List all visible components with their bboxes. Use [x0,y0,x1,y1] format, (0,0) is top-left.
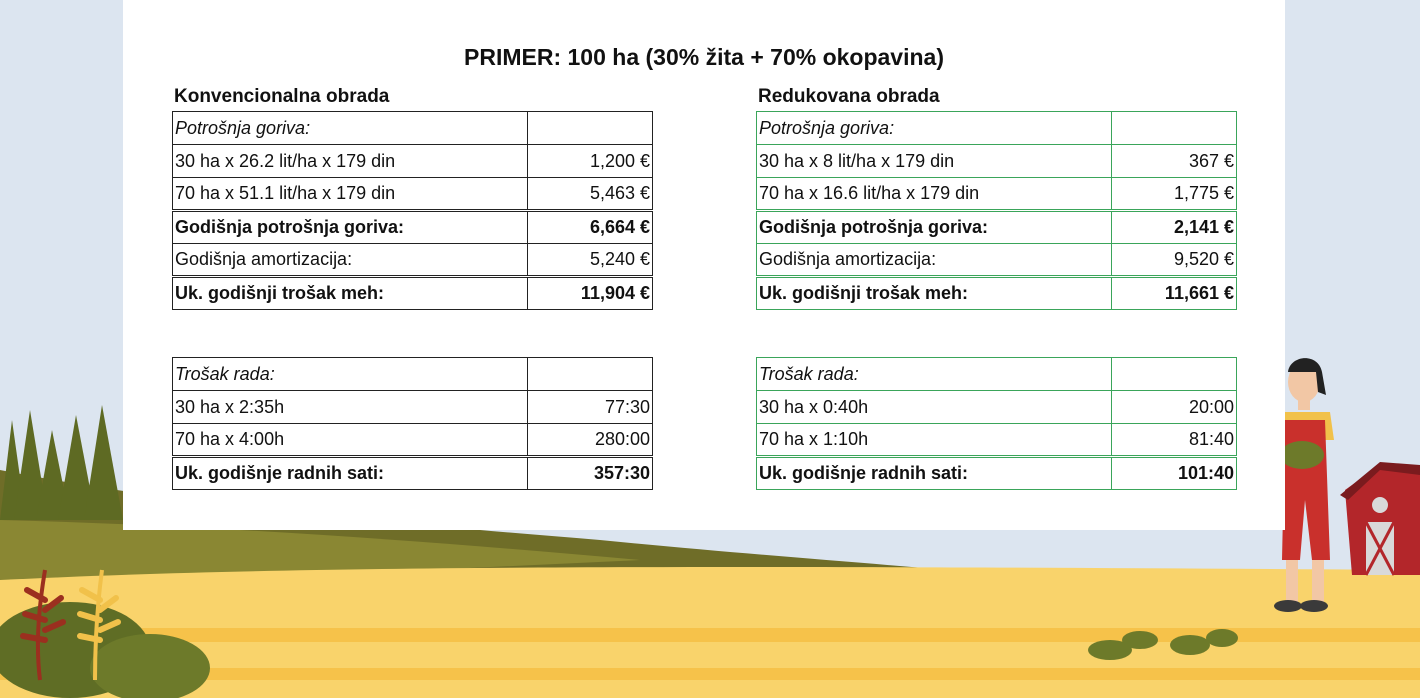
left-fuel-table [172,111,653,310]
row-label: Trošak rada: [757,358,1112,391]
right-heading: Redukovana obrada [758,86,940,107]
row-label: Potrošnja goriva: [757,112,1112,145]
table-row [173,211,653,244]
row-label: Uk. godišnje radnih sati: [173,457,528,490]
row-label: 30 ha x 0:40h [757,391,1112,424]
row-value: 1,775 € [1112,178,1237,211]
row-label: Trošak rada: [173,358,528,391]
row-value [528,358,653,391]
row-label: Godišnja amortizacija: [173,244,528,277]
row-label: Uk. godišnji trošak meh: [757,277,1112,310]
table-row [173,391,653,424]
row-label: Godišnja potrošnja goriva: [173,211,528,244]
row-value: 2,141 € [1112,211,1237,244]
row-label: Uk. godišnje radnih sati: [757,457,1112,490]
table-row [757,457,1237,490]
row-value: 5,240 € [528,244,653,277]
table-row [757,277,1237,310]
row-value [1112,358,1237,391]
table-row [173,178,653,211]
row-label: Godišnja potrošnja goriva: [757,211,1112,244]
table-row [757,424,1237,457]
content-panel [123,0,1285,530]
row-value: 6,664 € [528,211,653,244]
row-value: 9,520 € [1112,244,1237,277]
row-value: 20:00 [1112,391,1237,424]
table-row [757,112,1237,145]
table-row [173,277,653,310]
row-value [528,112,653,145]
table-row [173,112,653,145]
row-label: 70 ha x 4:00h [173,424,528,457]
row-label: 70 ha x 16.6 lit/ha x 179 din [757,178,1112,211]
table-row [757,178,1237,211]
left-labor-table [172,357,653,490]
row-value: 77:30 [528,391,653,424]
row-value: 5,463 € [528,178,653,211]
row-value: 367 € [1112,145,1237,178]
row-value: 280:00 [528,424,653,457]
page-title: PRIMER: 100 ha (30% žita + 70% okopavina) [464,44,944,70]
row-label: Potrošnja goriva: [173,112,528,145]
row-value [1112,112,1237,145]
row-label: 30 ha x 26.2 lit/ha x 179 din [173,145,528,178]
row-label: Godišnja amortizacija: [757,244,1112,277]
row-value: 11,661 € [1112,277,1237,310]
table-row [173,244,653,277]
row-value: 1,200 € [528,145,653,178]
right-fuel-table [756,111,1237,310]
table-row [173,145,653,178]
table-row [173,457,653,490]
right-labor-table [756,357,1237,490]
table-row [173,358,653,391]
row-value: 11,904 € [528,277,653,310]
table-row [757,391,1237,424]
row-label: 70 ha x 1:10h [757,424,1112,457]
table-row [757,145,1237,178]
row-value: 101:40 [1112,457,1237,490]
table-row [757,358,1237,391]
row-value: 81:40 [1112,424,1237,457]
table-row [757,211,1237,244]
left-heading: Konvencionalna obrada [174,86,390,107]
row-label: 30 ha x 2:35h [173,391,528,424]
row-label: 30 ha x 8 lit/ha x 179 din [757,145,1112,178]
table-row [757,244,1237,277]
row-value: 357:30 [528,457,653,490]
row-label: Uk. godišnji trošak meh: [173,277,528,310]
table-row [173,424,653,457]
row-label: 70 ha x 51.1 lit/ha x 179 din [173,178,528,211]
